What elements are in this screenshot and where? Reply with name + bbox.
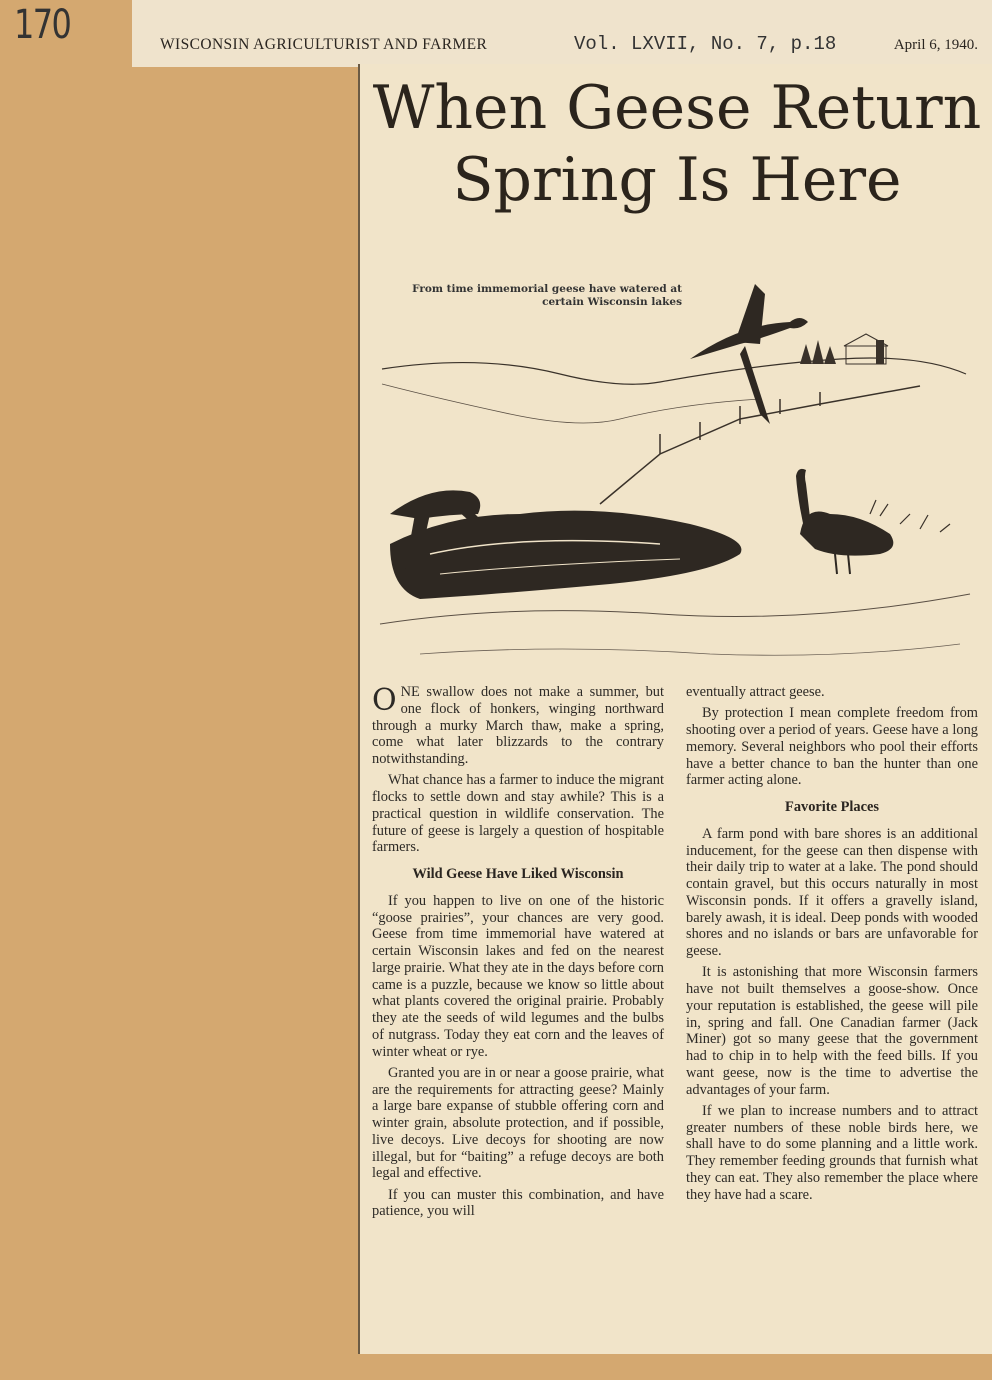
paragraph: If you can muster this combination, and have patience, you will xyxy=(372,1186,664,1220)
illustration-caption: From time immemorial geese have watered at certain Wisconsin lakes xyxy=(412,283,682,308)
section-heading: Favorite Places xyxy=(785,799,879,815)
paragraph: A farm pond with bare shores is an additional inducement, for the geese can then dispense with their daily trip to water at a lake. The pond should contain gravel, but this occurs naturally in most Wisconsin ponds. If it offers a gravelly island, barely awash, it is ideal. Deep ponds with wooded shores and no islands or bars are unfavorable for geese. xyxy=(686,825,978,959)
paragraph: It is astonishing that more Wisconsin farmers have not built themselves a goose-show. Once your reputation is established, the geese will pile in, spring and fall. One Canadian farmer (Jack Miner) got so many geese that the government had to chip in to help with the feed bills. If you want geese, now is the time to advertise the advantages of your farm. xyxy=(686,964,978,1098)
headline-line-2: Spring Is Here xyxy=(452,145,902,215)
pond xyxy=(390,511,741,599)
flying-goose-top xyxy=(690,284,808,424)
issue-date: April 6, 1940. xyxy=(893,37,978,53)
headline xyxy=(360,72,992,216)
paragraph: By protection I mean complete freedom from shooting over a period of years. Geese have a long memory. Several neighbors who pool their efforts have a better chance to ban the hunter than one farmer acting alone. xyxy=(686,705,978,789)
paragraph: Granted you are in or near a goose prairie, what are the requirements for attracting geese? Mainly a large bare expanse of stubble offering corn and winter grain, absolute protection, and if possible, live decoys. Live decoys for shooting are now illegal, but for “baiting” a refuge decoys are both legal and effective. xyxy=(372,1064,664,1182)
article-clipping xyxy=(358,64,992,1354)
article-column-left xyxy=(372,684,664,1225)
standing-goose xyxy=(796,469,893,574)
paragraph: If we plan to increase numbers and to attract greater numbers of these noble birds here, we shall have to do some planning and a little work. They remember feeding grounds that furnish what they can eat. They also remember the place where they have had a scare. xyxy=(686,1102,978,1203)
headline-line-1: When Geese Return xyxy=(372,73,982,143)
newspaper-name: WISCONSIN AGRICULTURIST AND FARMER xyxy=(160,36,488,53)
paragraph: If you happen to live on one of the historic “goose prairies”, your chances are very good. Geese from time immemorial have watered at certain Wisconsin lakes and fed on the nearest large prairie. What they ate in the days before corn came is a puzzle, because we know so little about what plants covered the original prairie. Probably they ate the seeds of wild legumes and the bulbs of nutgrass. Today they eat corn and the leaves of winter wheat or rye. xyxy=(372,892,664,1060)
paragraph: eventually attract geese. xyxy=(686,684,825,700)
volume-stamp: Vol. LXVII, No. 7, p.18 xyxy=(574,33,837,55)
paragraph: ONE swallow does not make a summer, but one flock of honkers, winging northward through a murky March thaw, make a spring, come what later blizzards to the contrary notwithstanding. xyxy=(372,683,664,767)
farm-buildings xyxy=(800,334,888,364)
handwritten-page-number: 170 xyxy=(14,2,71,48)
article-column-right xyxy=(686,684,978,1208)
masthead xyxy=(132,0,992,67)
drop-cap: O xyxy=(372,683,397,718)
section-heading: Wild Geese Have Liked Wisconsin xyxy=(412,866,624,882)
paragraph: What chance has a farmer to induce the migrant flocks to settle down and stay awhile? This is a practical question in wildlife conservation. The future of geese is largely a question of hospitable farmers. xyxy=(372,772,664,856)
